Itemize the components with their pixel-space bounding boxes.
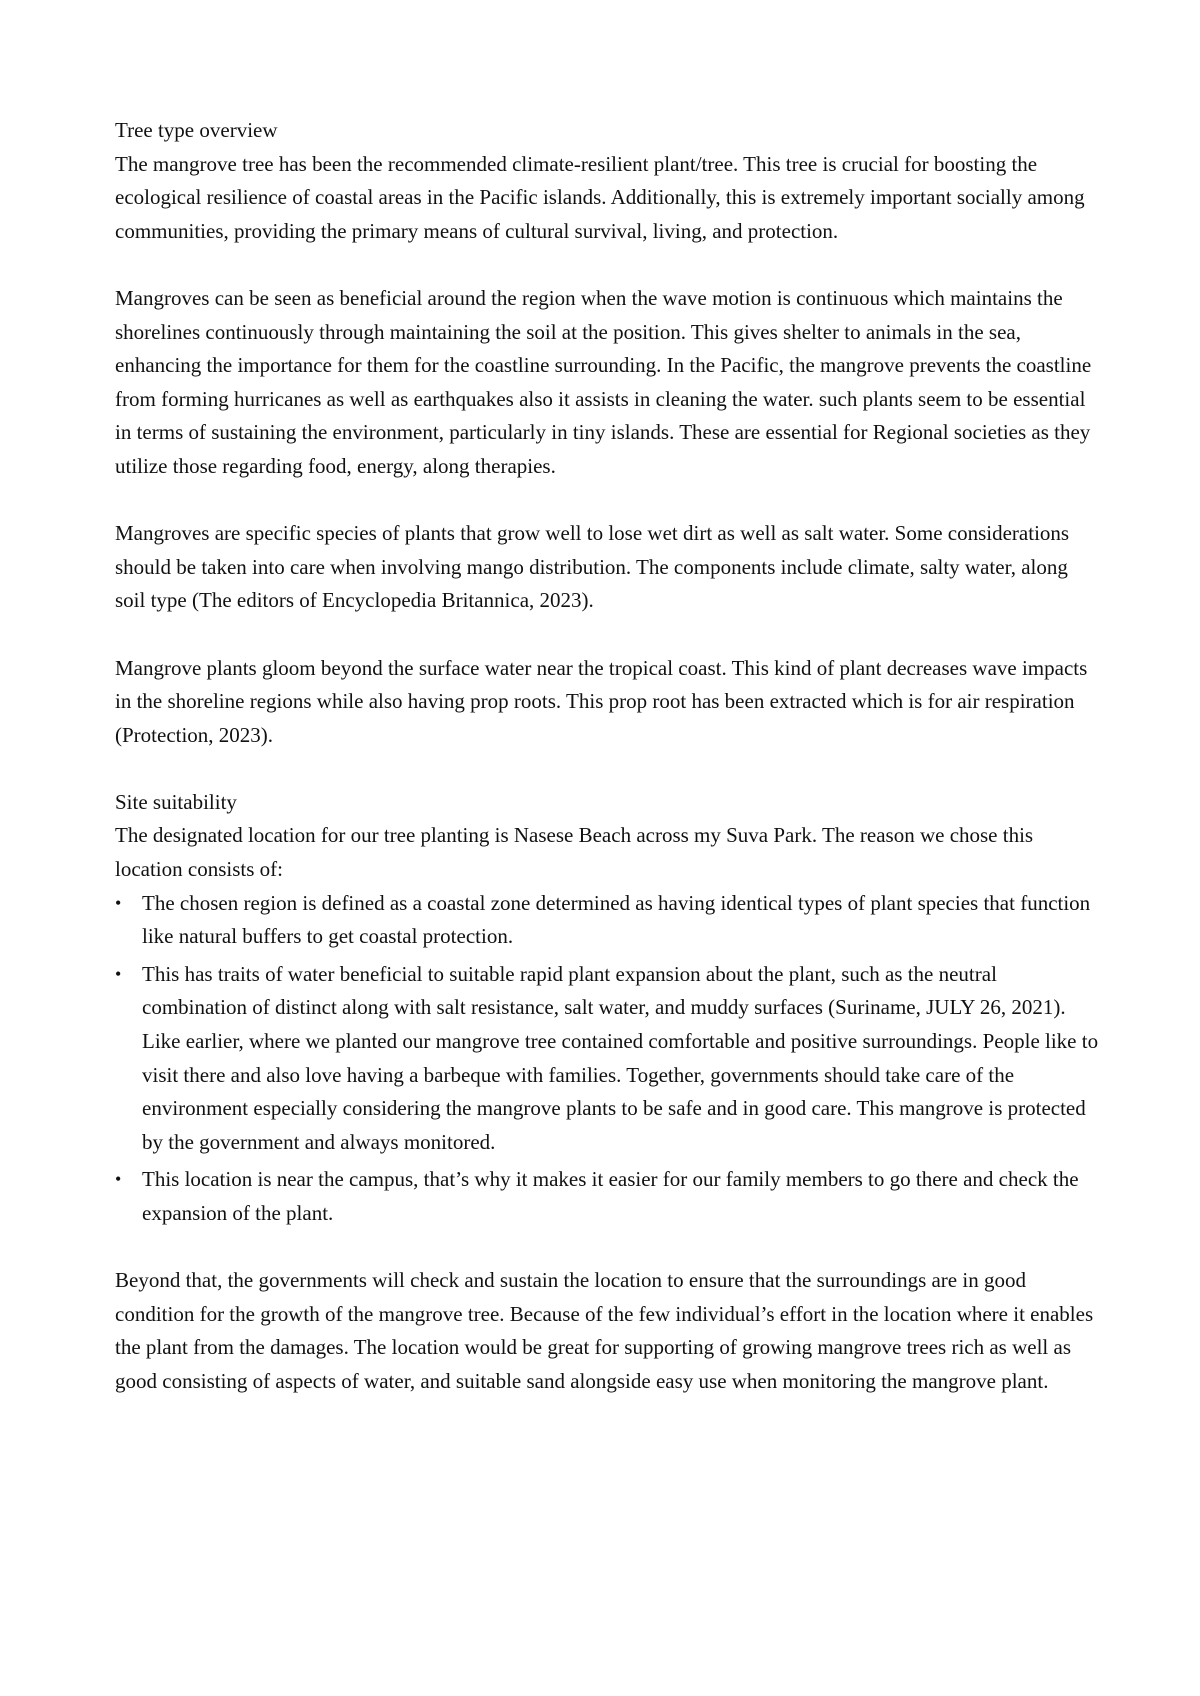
list-item	[115, 958, 1100, 1160]
closing-paragraph: Beyond that, the governments will check and sustain the location to ensure that the surroundings are in good condition for the growth of the mangrove tree. Because of the few individual’s effort in the location where it enables the plant from the damages. The location would be great for supporting of growing mangrove trees rich as well as good consisting of aspects of water, and suitable sand alongside easy use when monitoring the mangrove plant.	[115, 1268, 1094, 1393]
bullet-icon: •	[115, 892, 122, 913]
overview-paragraph-3: Mangroves are specific species of plants that grow well to lose wet dirt as well as salt water. Some considerations should be taken into care when involving mango distribution. The components include climate, salty water, along soil type (The editors of Encyclopedia Britannica, 2023).	[115, 521, 1070, 613]
site-reasons-list	[115, 887, 1100, 1231]
list-item-text: The chosen region is defined as a coastal zone determined as having identical types of plant species that function like natural buffers to get coastal protection.	[142, 890, 1091, 949]
list-item	[115, 1163, 1100, 1230]
bullet-icon: •	[115, 963, 122, 984]
overview-paragraph-4: Mangrove plants gloom beyond the surface water near the tropical coast. This kind of plant decreases wave impacts in the shoreline regions while also having prop roots. This prop root has been extracted which is for air respiration (Protection, 2023).	[115, 655, 1088, 747]
list-item-text: This location is near the campus, that’s why it makes it easier for our family members to go there and check the expansion of the plant.	[142, 1167, 1079, 1225]
overview-paragraph-1: The mangrove tree has been the recommended climate-resilient plant/tree. This tree is crucial for boosting the ecological resilience of coastal areas in the Pacific islands. Additionally, this is extremely important socially among communities, providing the primary means of cultural survival, living, and protection.	[115, 151, 1085, 243]
list-item	[115, 887, 1100, 954]
section-heading-site-suitability: Site suitability	[115, 789, 237, 814]
bullet-icon: •	[115, 1169, 122, 1190]
overview-paragraph-2: Mangroves can be seen as beneficial around the region when the wave motion is continuous which maintains the shorelines continuously through maintaining the soil at the position. This gives shelter to animals in the sea, enhancing the importance for them for the coastline surrounding. In the Pacific, the mangrove prevents the coastline from forming hurricanes as well as earthquakes also it assists in cleaning the water. such plants seem to be essential in terms of sustaining the environment, particularly in tiny islands. These are essential for Regional societies as they utilize those regarding food, energy, along therapies.	[115, 285, 1092, 478]
document-page	[115, 114, 1100, 1399]
section-heading-tree-type-overview: Tree type overview	[115, 118, 278, 142]
site-intro-paragraph: The designated location for our tree planting is Nasese Beach across my Suva Park. The reason we chose this location consists of:	[115, 823, 1034, 882]
list-item-text: This has traits of water beneficial to suitable rapid plant expansion about the plant, such as the neutral combination of distinct along with salt resistance, salt water, and muddy surfaces (Suriname, JULY 26, 2021). Like earlier, where we planted our mangrove tree contained comfortable and positive surroundings. People like to visit there and also love having a barbeque with families. Together, governments should take care of the environment especially considering the mangrove plants to be safe and in good care. This mangrove is protected by the government and always monitored.	[142, 961, 1099, 1154]
